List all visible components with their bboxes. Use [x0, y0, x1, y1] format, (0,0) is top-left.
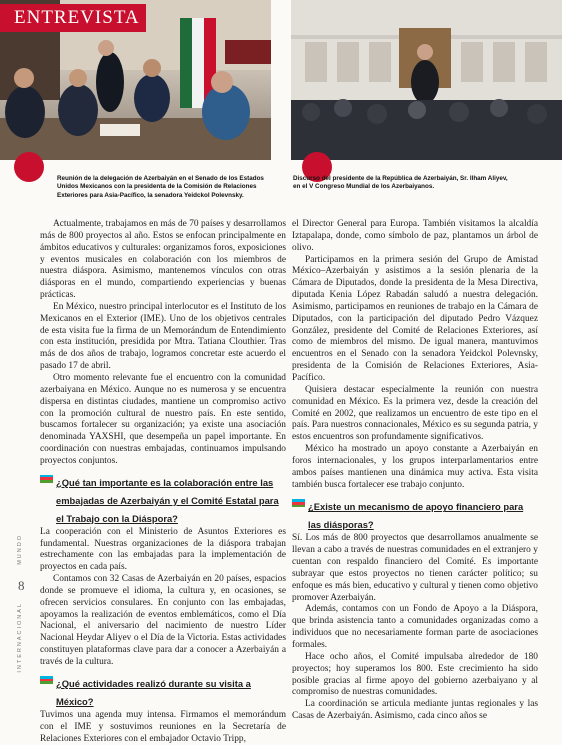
azerbaijan-flag-icon	[40, 475, 53, 483]
question-text: ¿Existe un mecanismo de apoyo financiero para las diásporas?	[308, 501, 524, 531]
paragraph: el Director General para Europa. También visitamos la alcaldía Iztapalapa, donde, como símbolo de paz, plantamos un árbol de olivo.	[292, 219, 538, 253]
photo-caption-left: Reunión de la delegación de Azerbaiyán en el Senado de los Estados Unidos Mexicanos con la presidenta de la Comisión de Relaciones Exteriores para Asia-Pacífico, la senadora Yeidckol Polevnsky.	[57, 175, 264, 199]
photo-caption-right: Discurso del presidente de la República de Azerbaiyán, Sr. Ilham Aliyev, en el V Congreso Mundial de los Azerbaiyanos.	[293, 175, 508, 191]
azerbaijan-flag-icon	[292, 499, 305, 507]
text-column-right	[292, 219, 538, 723]
flag-stripe	[292, 505, 305, 508]
question-text: ¿Qué actividades realizó durante su visita a México?	[56, 677, 251, 707]
magazine-label-internacional: INTERNACIONAL	[17, 602, 23, 673]
flag-stripe	[40, 480, 53, 483]
azerbaijan-flag-icon	[40, 676, 53, 684]
paragraph: Hace ocho años, el Comité impulsaba alrededor de 180 proyectos; hoy superamos los 800. Este crecimiento ha sido posible gracias al firme apoyo del gobierno azerbaiyano y al compromiso de nuestras comunidades.	[292, 651, 538, 698]
paragraph: La cooperación con el Ministerio de Asuntos Exteriores es fundamental. Nuestras organizaciones de la diáspora trabajan estrechamente con las embajadas para la implementación de proyectos en cada país.	[40, 526, 286, 573]
section-tag: ENTREVISTA	[0, 4, 146, 32]
flag-stripe	[40, 681, 53, 684]
paragraph: En México, nuestro principal interlocutor es el Instituto de los Mexicanos en el Exterior (IME). Uno de los objetivos centrales de esta visita fue la firma de un Memorándum de Entendimiento con esta institución, presidida por Mtra. Tatiana Clouthier. Tras más de dos años de trabajo, logramos concretar este acuerdo el pasado 17 de abril.	[40, 301, 286, 372]
question-text: ¿Qué tan importante es la colaboración entre las embajadas de Azerbaiyán y el Comité Estatal para el Trabajo con la Diáspora?	[56, 476, 279, 524]
paragraph: México ha mostrado un apoyo constante a Azerbaiyán en foros internacionales, y los grupos interparlamentarios entre ambos países mantienen una dinámica muy activa. Esta visita también busca fortalecer ese trabajo conjunto.	[292, 444, 538, 490]
paragraph: Contamos con 32 Casas de Azerbaiyán en 20 países, espacios donde se promueve el idioma, la cultura y, en ocasiones, se ofrecen servicios consulares. En conjunto con las embajadas, apoyamos la realización de eventos emblemáticos, como el Día Nacional, el aniversario del nacimiento de nuestro Líder Nacional Heydar Aliyev o el Día de la Victoria. Estas actividades constituyen plataformas clave para dar a conocer a Azerbaiyán a través de la cultura.	[40, 574, 286, 667]
caption-marker-left	[14, 152, 44, 182]
paragraph: Además, contamos con un Fondo de Apoyo a la Diáspora, que brinda asistencia tanto a comunidades organizadas como a individuos que no necesariamente forman parte de asociaciones formales.	[292, 604, 538, 650]
question-heading	[40, 473, 286, 527]
paragraph: Otro momento relevante fue el encuentro con la comunidad azerbaiyana en México. Aunque no es numerosa y se encuentra dispersa en distintas ciudades, mantiene un compromiso activo con la promoción cultural de nuestro país. En este sentido, buscamos fortalecer su organización; ya existe una asociación denominada YAXSHI, que desempeña un papel importante. En coordinación con nuestras embajadas, continuamos impulsando proyectos conjuntos.	[40, 372, 286, 466]
speech-photo	[291, 0, 562, 160]
paragraph: Actualmente, trabajamos en más de 70 países y desarrollamos más de 800 proyectos al año. Estos se enfocan principalmente en ámbitos educativos y culturales: organizamos foros, exposiciones y eventos musicales en colaboración con los miembros de nuestra diáspora. Asimismo, mantenemos vínculos con otras diásporas en el mundo, compartiendo experiencias y buenas prácticas.	[40, 219, 286, 301]
paragraph: La coordinación se articula mediante juntas regionales y las Casas de Azerbaiyán. Asimismo, cada cinco años se	[292, 699, 538, 722]
paragraph: Quisiera destacar especialmente la reunión con nuestra comunidad en México. Es la primera vez, desde la creación del Comité en 2002, que realizamos un encuentro de este tipo en el país. Para nuestros connacionales, México es su segunda patria, y estos encuentros son profundamente significativos.	[292, 384, 538, 443]
paragraph: Participamos en la primera sesión del Grupo de Amistad México–Azerbaiyán y asistimos a la sesión plenaria de la Cámara de Diputados, donde la presidenta de la Mesa Directiva, diputada Kenia López Rabadán saludó a nuestra delegación. Asimismo, participamos en reuniones de trabajo en la Cámara de Diputados, con la participación del diputado Pedro Vázquez González, presidente del Comité de Relaciones Exteriores, así como de miembros del mismo. De igual manera, mantuvimos encuentros en el Senado con la senadora Yeidckol Polevnsky, presidenta de la Comisión de Relaciones Exteriores, Asia-Pacífico.	[292, 254, 538, 383]
page-number: 8	[18, 578, 25, 593]
paragraph: Sí. Los más de 800 proyectos que desarrollamos anualmente se llevan a cabo a través de nuestras comunidades en el extranjero y cuentan con respaldo financiero del Comité. Es importante subrayar que estos proyectos no tienen carácter político; su enfoque es más bien, educativo y cultural y tienen como objetivo promover Azerbaiyán.	[292, 533, 538, 603]
question-heading	[40, 674, 286, 710]
text-column-left	[40, 219, 286, 745]
magazine-label-mundo: MUNDO	[17, 534, 23, 565]
question-heading	[292, 497, 538, 533]
paragraph: Tuvimos una agenda muy intensa. Firmamos el memorándum con el IME y sostuvimos reuniones en la Secretaría de Relaciones Exteriores con el embajador Octavio Tripp,	[40, 709, 286, 744]
